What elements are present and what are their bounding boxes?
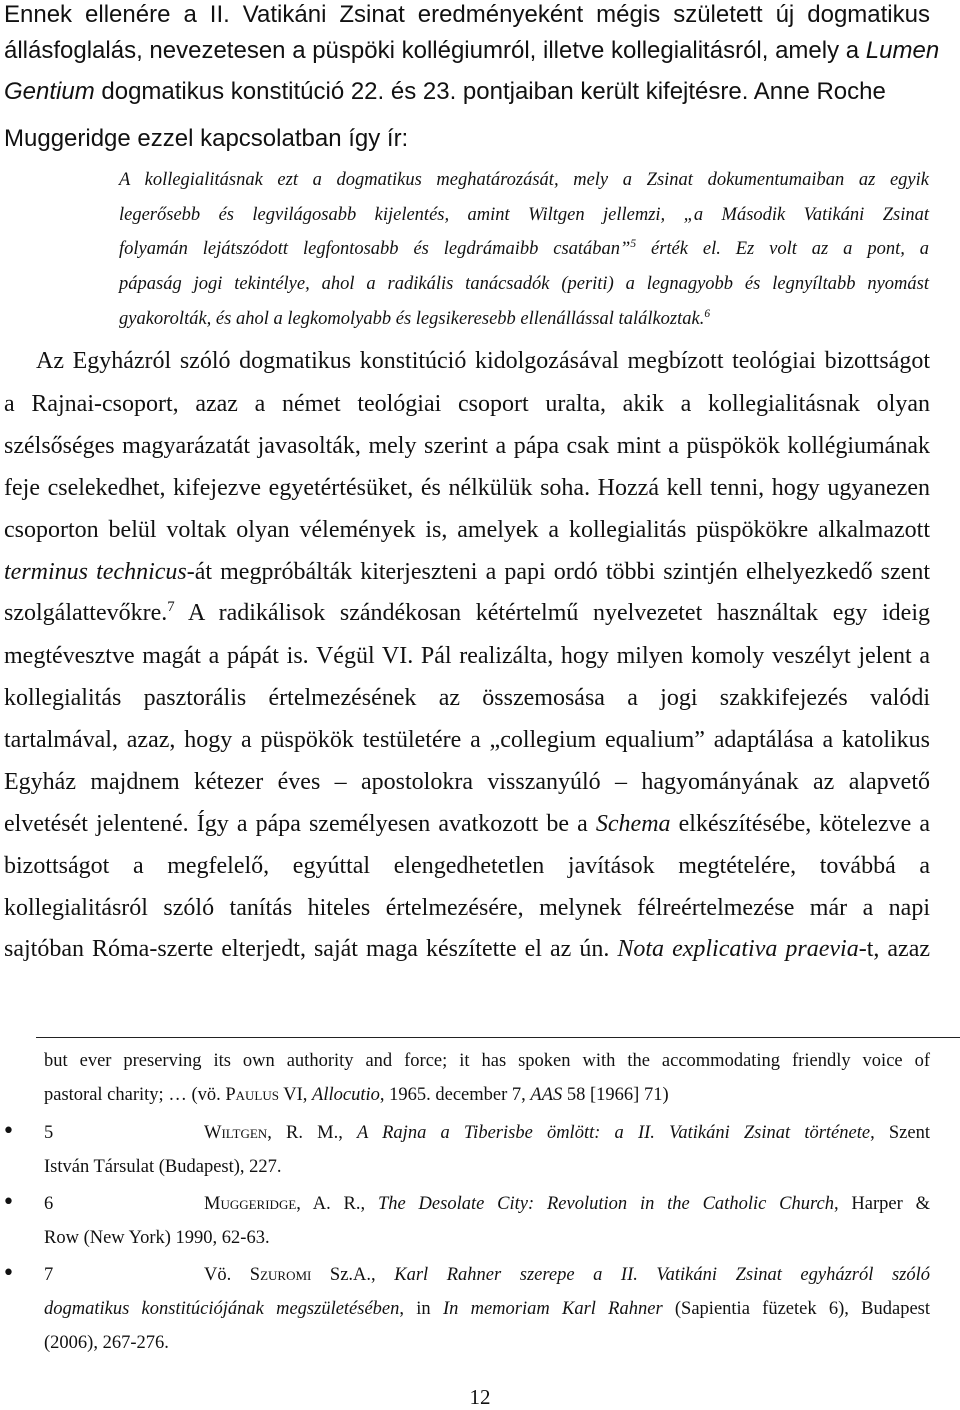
footnote-author: Muggeridge <box>204 1194 297 1214</box>
footnote-text: pastoral charity; … (vö. <box>44 1085 226 1105</box>
page-number: 12 <box>469 1385 491 1409</box>
footnote-number: 7 <box>44 1265 54 1285</box>
footnote-5-line-2 <box>44 1155 930 1179</box>
body-line-4 <box>4 473 930 503</box>
body-text: szolgálattevőkre. <box>4 600 168 626</box>
quote-line-5 <box>119 307 929 331</box>
body-text: -át megpróbálták kiterjeszteni a papi ordó többi szintjén elhelyezkedő szent <box>186 559 930 585</box>
body-line-15 <box>4 934 930 964</box>
footnote-7-line-3 <box>44 1331 930 1355</box>
quote-text: A kollegialitásnak ezt a dogmatikus meghatározását, mely a Zsinat dokumentumaiban az egyik <box>119 170 929 190</box>
intro-text: Ennek ellenére a II. Vatikáni Zsinat eredményeként mégis született új dogmatikus <box>4 1 930 28</box>
footnote-number: 5 <box>44 1123 54 1143</box>
footnote-number: 6 <box>44 1194 54 1214</box>
footnote-6-line-2 <box>44 1226 930 1250</box>
intro-text: Muggeridge ezzel kapcsolatban így ír: <box>4 125 409 152</box>
body-text: feje cselekedhet, kifejezve egyetértésüket, és nélkülük soha. Hozzá kell tenni, hogy ugyanezen <box>4 475 930 501</box>
quote-text: pápaság jogi tekintélye, ahol a radikális tanácsadók (periti) a legnagyobb és legnyíltabb nyomást <box>119 274 929 294</box>
intro-italic: Gentium <box>4 78 95 105</box>
body-line-12 <box>4 809 930 839</box>
footnote-separator <box>36 1037 960 1038</box>
footnote-text: VI, <box>278 1085 313 1105</box>
body-text: kollegialitásról szóló tanítás hiteles értelmezésére, melynek félreértelmezése már a napi <box>4 895 930 921</box>
footnote-ref-6[interactable]: 6 <box>704 307 711 320</box>
footnote-author: Wiltgen <box>204 1123 268 1143</box>
intro-italic: Lumen <box>865 37 940 64</box>
body-line-8 <box>4 641 930 671</box>
body-text: elkészítésébe, kötelezve a <box>670 811 931 837</box>
quote-line-4 <box>119 272 929 296</box>
footnote-title: Allocutio <box>312 1085 380 1105</box>
bullet-icon: • <box>2 1119 15 1144</box>
footnote-text: , A. R., <box>296 1194 378 1214</box>
quote-line-2 <box>119 203 929 227</box>
footnote-title: dogmatikus konstitúciójának megszületésében <box>44 1299 400 1319</box>
footnote-text: , 1965. december 7, <box>379 1085 531 1105</box>
body-text: tartalmával, azaz, hogy a püspökök testületére a „collegium equalium” adaptálása a katolikus <box>4 727 930 753</box>
intro-line-2 <box>4 36 940 66</box>
body-text: bizottságot a megfelelő, egyúttal elengedhetetlen javítások megtételére, továbbá a <box>4 853 930 879</box>
footnote-title: The Desolate City: Revolution in the Catholic Church <box>377 1194 834 1214</box>
body-text: Egyház majdnem kétezer éves – apostolokra visszanyúló – hagyományának az alapvető <box>4 769 930 795</box>
footnote-text: István Társulat (Budapest), 227. <box>44 1157 282 1177</box>
body-text: megtévesztve magát a pápát is. Végül VI. Pál realizálta, hogy milyen komoly veszélyt jelent a <box>4 643 930 669</box>
body-line-11 <box>4 767 930 797</box>
body-line-9 <box>4 683 930 713</box>
intro-text: dogmatikus konstitúció 22. és 23. pontjaiban került kifejtésre. <box>94 78 749 105</box>
intro-line-4 <box>4 124 930 154</box>
footnote-title: Karl Rahner szerepe a II. Vatikáni Zsinat egyházról szóló <box>394 1265 930 1285</box>
footnote-title: A Rajna a Tiberisbe ömlött: a II. Vatikáni Zsinat története <box>357 1123 871 1143</box>
footnote-text: (Sapientia füzetek 6), Budapest <box>662 1299 930 1319</box>
body-text: A radikálisok szándékosan kétértelmű nyelvezetet használtak egy ideig <box>174 600 930 626</box>
body-text: sajtóban Róma-szerte elterjedt, saját maga készítette el az ún. <box>4 936 618 962</box>
footnote-7-line-1 <box>44 1263 930 1287</box>
footnote-text: 58 [1966] 71) <box>562 1085 669 1105</box>
intro-line-1 <box>4 0 930 30</box>
body-line-3 <box>4 431 930 461</box>
body-text: kollegialitás pasztorális értelmezésének az összemosása a jogi szakkifejezés valódi <box>4 685 930 711</box>
footnote-6-line-1 <box>44 1192 930 1216</box>
footnote-continuation-line-2 <box>44 1083 930 1107</box>
footnote-text: (2006), 267-276. <box>44 1333 169 1353</box>
footnote-text: , Szent <box>870 1123 930 1143</box>
footnote-7-line-2 <box>44 1297 930 1321</box>
footnote-text: , in <box>399 1299 443 1319</box>
quote-text: gyakorolták, és ahol a legkomolyabb és legsikeresebb ellenállással találkoztak. <box>119 309 705 329</box>
body-line-5 <box>4 515 930 545</box>
intro-text: állásfoglalás, nevezetesen a püspöki kollégiumról, illetve kollegialitásról, amely a <box>4 37 866 64</box>
footnote-text: Sz.A., <box>311 1265 395 1285</box>
quote-text: legerősebb és legvilágosabb kijelentés, amint Wiltgen jellemzi, „a Második Vatikáni Zsinat <box>119 205 929 225</box>
body-line-14 <box>4 893 930 923</box>
footnote-title: AAS <box>530 1085 563 1105</box>
body-italic: Nota explicativa praevia <box>617 936 859 962</box>
intro-text: Anne Roche <box>748 78 886 105</box>
body-line-10 <box>4 725 930 755</box>
body-text: elvetését jelentené. Így a pápa személyesen avatkozott be a <box>4 811 596 837</box>
body-text: csoporton belül voltak olyan vélemények is, amelyek a kollegialitás püspökökre alkalmazott <box>4 517 930 543</box>
body-text: a Rajnai-csoport, azaz a német teológiai csoport uralta, akik a kollegialitásnak olyan <box>4 391 930 417</box>
footnote-text: , Harper & <box>833 1194 931 1214</box>
body-line-1 <box>36 346 930 376</box>
footnote-author: Paulus <box>225 1085 279 1105</box>
body-italic: Schema <box>595 811 671 837</box>
footnote-5-line-1 <box>44 1121 930 1145</box>
bullet-icon: • <box>2 1261 15 1286</box>
body-text: szélsőséges magyarázatát javasolták, mely szerint a pápa csak mint a püspökök kollégiumának <box>4 433 930 459</box>
quote-text: folyamán lejátszódott legfontosabb és legdrámaibb csatában” <box>119 239 631 259</box>
body-line-2 <box>4 389 930 419</box>
footnote-text: , R. M., <box>267 1123 357 1143</box>
body-line-6 <box>4 557 930 587</box>
footnote-ref-5[interactable]: 5 <box>630 237 637 250</box>
footnote-text: Row (New York) 1990, 62-63. <box>44 1228 270 1248</box>
body-italic: terminus technicus <box>4 559 187 585</box>
quote-text: érték el. Ez volt az a pont, a <box>636 239 930 259</box>
bullet-icon: • <box>2 1190 15 1215</box>
footnote-text: but ever preserving its own authority and force; it has spoken with the accommodating friendly voice of <box>44 1051 930 1071</box>
intro-line-3 <box>4 77 930 107</box>
footnote-continuation-line-1 <box>44 1049 930 1073</box>
quote-line-3 <box>119 237 929 261</box>
footnote-ref-7[interactable]: 7 <box>167 599 175 615</box>
footnote-title: In memoriam Karl Rahner <box>442 1299 663 1319</box>
body-text: Az Egyházról szóló dogmatikus konstitúció kidolgozásával megbízott teológiai bizottságot <box>36 348 930 374</box>
footnote-author: Szuromi <box>249 1265 312 1285</box>
body-line-13 <box>4 851 930 881</box>
body-line-7 <box>4 598 930 628</box>
body-text: -t, azaz <box>858 936 931 962</box>
quote-line-1 <box>119 168 929 192</box>
footnote-text: Vö. <box>204 1265 250 1285</box>
